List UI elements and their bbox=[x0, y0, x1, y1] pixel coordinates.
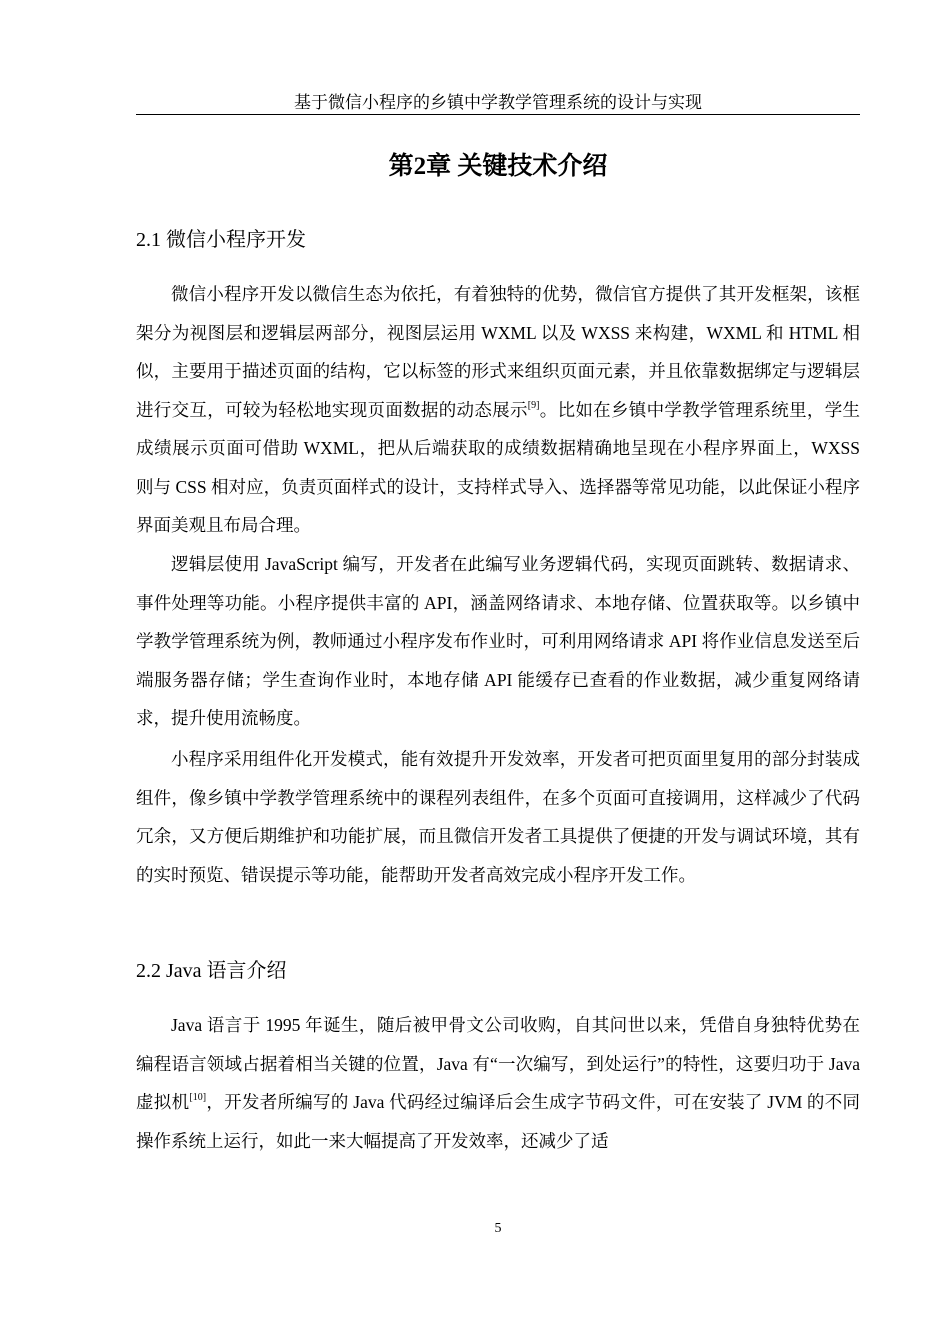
section-heading-2-1: 2.1 微信小程序开发 bbox=[136, 229, 306, 251]
running-header: 基于微信小程序的乡镇中学教学管理系统的设计与实现 bbox=[294, 93, 702, 112]
chapter-title: 第2章 关键技术介绍 bbox=[388, 153, 608, 180]
paragraph-text: Java 语言于 1995 年诞生，随后被甲骨文公司收购，自其问世以来，凭借自身独特优势在编程语言领域占据着相当关键的位置，Java 有“一次编写，到处运行”的特性，这要归功于 Java 虚拟机 bbox=[136, 1015, 860, 1112]
paragraph-text: ，开发者所编写的 Java 代码经过编译后会生成字节码文件，可在安装了 JVM 的不同操作系统上运行，如此一来大幅提高了开发效率，还减少了适 bbox=[136, 1092, 861, 1151]
section-heading-2-2: 2.2 Java 语言介绍 bbox=[136, 960, 287, 982]
citation-ref: [9] bbox=[527, 399, 540, 411]
paragraph-2-1-3: 小程序采用组件化开发模式，能有效提升开发效率，开发者可把页面里复用的部分封装成组件，像乡镇中学教学管理系统中的课程列表组件，在多个页面可直接调用，这样减少了代码冗余，又方便后期维护和功能扩展，而且微信开发者工具提供了便捷的开发与调试环境，其有的实时预览、错误提示等功能，能帮助开发者高效完成小程序开发工作。 bbox=[136, 749, 860, 885]
paragraph-2-2-1 bbox=[136, 1006, 860, 1160]
paragraph-text: 。比如在乡镇中学教学管理系统里，学生成绩展示页面可借助 WXML，把从后端获取的成绩数据精确地呈现在小程序界面上，WXSS 则与 CSS 相对应，负责页面样式的设计，支持样式导入、选择器等常见功能，以此保证小程序界面美观且布局合理。 bbox=[136, 399, 860, 535]
paragraph-2-1-1 bbox=[136, 275, 860, 545]
paragraph-text: 微信小程序开发以微信生态为依托，有着独特的优势，微信官方提供了其开发框架，该框架分为视图层和逻辑层两部分，视图层运用 WXML 以及 WXSS 来构建，WXML 和 HTML 相似，主要用于描述页面的结构，它以标签的形式来组织页面元素，并且依靠数据绑定与逻辑层进行交互，可较为轻松地实现页面数据的动态展示 bbox=[136, 284, 860, 420]
citation-ref: [10] bbox=[189, 1092, 207, 1103]
header-rule bbox=[136, 114, 860, 115]
page-number: 5 bbox=[494, 1221, 502, 1236]
paragraph-2-1-2: 逻辑层使用 JavaScript 编写，开发者在此编写业务逻辑代码，实现页面跳转、数据请求、事件处理等功能。小程序提供丰富的 API，涵盖网络请求、本地存储、位置获取等。以乡镇中学教学管理系统为例，教师通过小程序发布作业时，可利用网络请求 API 将作业信息发送至后端服务器存储；学生查询作业时，本地存储 API 能缓存已查看的作业数据，减少重复网络请求，提升使用流畅度。 bbox=[136, 554, 860, 728]
